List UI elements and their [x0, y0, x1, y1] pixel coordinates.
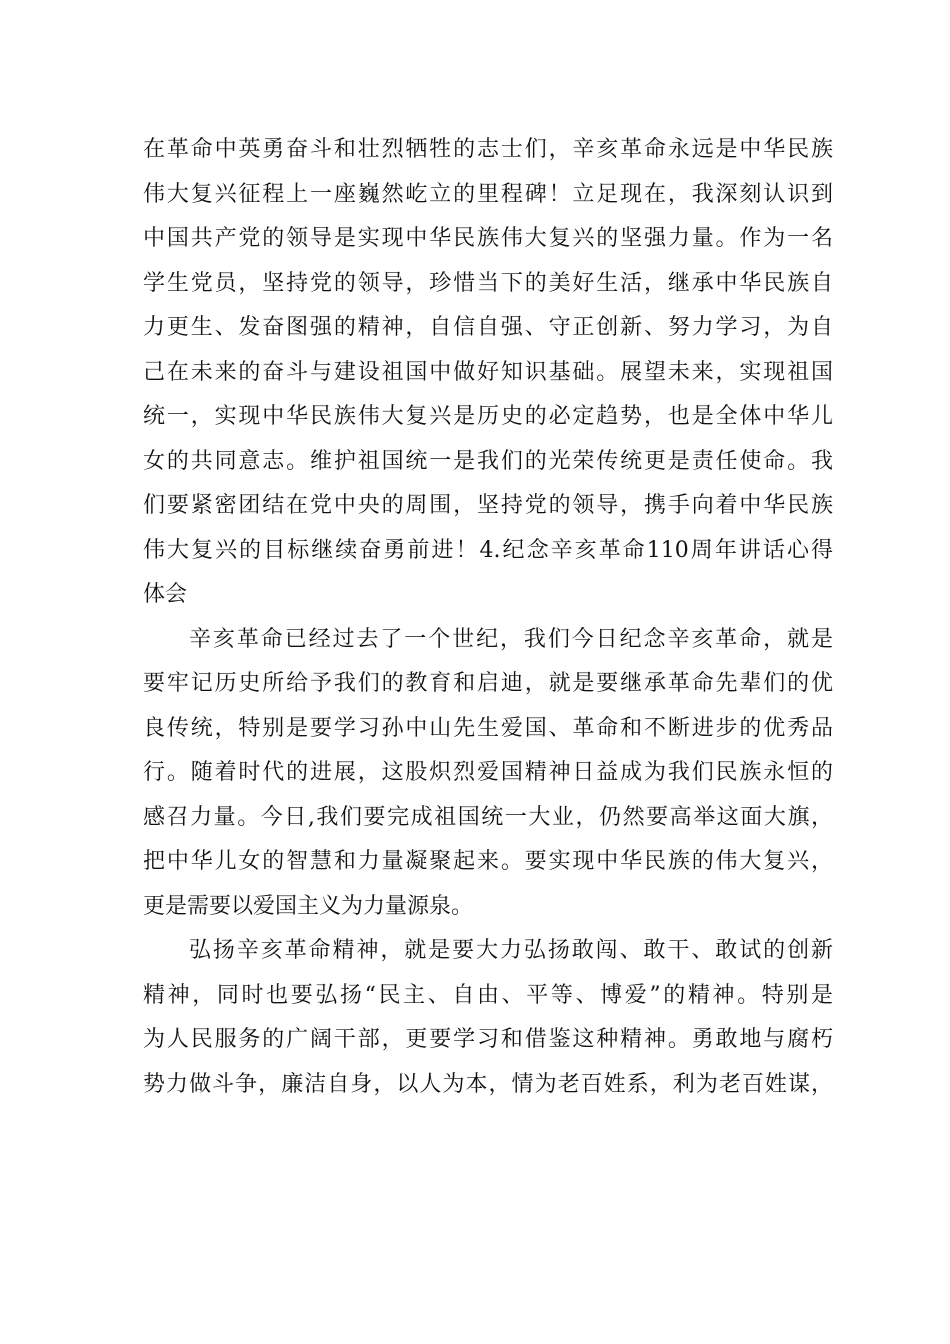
text-line: 伟大复兴的目标继续奋勇前进！4.纪念辛亥革命110周年讲话心得: [143, 537, 833, 563]
paragraph-2: [143, 618, 833, 930]
paragraph-1: [143, 128, 833, 618]
text-line: 良传统，特别是要学习孙中山先生爱国、革命和不断进步的优秀品: [143, 715, 833, 741]
text-line: 统一，实现中华民族伟大复兴是历史的必定趋势，也是全体中华儿: [143, 404, 833, 429]
text-line: 更是需要以爱国主义为力量源泉。: [143, 893, 474, 919]
text-line: 学生党员，坚持党的领导，珍惜当下的美好生活，继承中华民族自: [143, 270, 833, 296]
text-line: 辛亥革命已经过去了一个世纪，我们今日纪念辛亥革命，就是: [189, 626, 833, 652]
text-line: 在革命中英勇奋斗和壮烈牺牲的志士们，辛亥革命永远是中华民族: [143, 137, 833, 162]
text-line: 体会: [143, 582, 188, 607]
text-line: 伟大复兴征程上一座巍然屹立的里程碑！立足现在，我深刻认识到: [143, 181, 833, 207]
document-body: [143, 128, 833, 1107]
text-line: 把中华儿女的智慧和力量凝聚起来。要实现中华民族的伟大复兴，: [143, 849, 833, 874]
text-line: 女的共同意志。维护祖国统一是我们的光荣传统更是责任使命。我: [143, 448, 833, 474]
text-line: 精神，同时也要弘扬“民主、自由、平等、博爱”的精神。特别是: [143, 982, 833, 1008]
text-line: 行。随着时代的进展，这股炽烈爱国精神日益成为我们民族永恒的: [143, 760, 833, 785]
text-line: 力更生、发奋图强的精神，自信自强、守正创新、努力学习，为自: [143, 315, 833, 340]
text-line: 为人民服务的广阔干部，更要学习和借鉴这种精神。勇敢地与腐朽: [143, 1027, 833, 1052]
text-line: 感召力量。今日,我们要完成祖国统一大业，仍然要高举这面大旗，: [143, 804, 833, 830]
text-line: 势力做斗争，廉洁自身，以人为本，情为老百姓系，利为老百姓谋，: [143, 1071, 833, 1097]
text-line: 己在未来的奋斗与建设祖国中做好知识基础。展望未来，实现祖国: [143, 359, 833, 385]
text-line: 要牢记历史所给予我们的教育和启迪，就是要继承革命先辈们的优: [143, 671, 833, 696]
paragraph-3: [143, 929, 833, 1107]
text-line: 中国共产党的领导是实现中华民族伟大复兴的坚强力量。作为一名: [143, 226, 833, 251]
text-line: 弘扬辛亥革命精神，就是要大力弘扬敢闯、敢干、敢试的创新: [189, 938, 833, 963]
text-line: 们要紧密团结在党中央的周围，坚持党的领导，携手向着中华民族: [143, 493, 833, 518]
